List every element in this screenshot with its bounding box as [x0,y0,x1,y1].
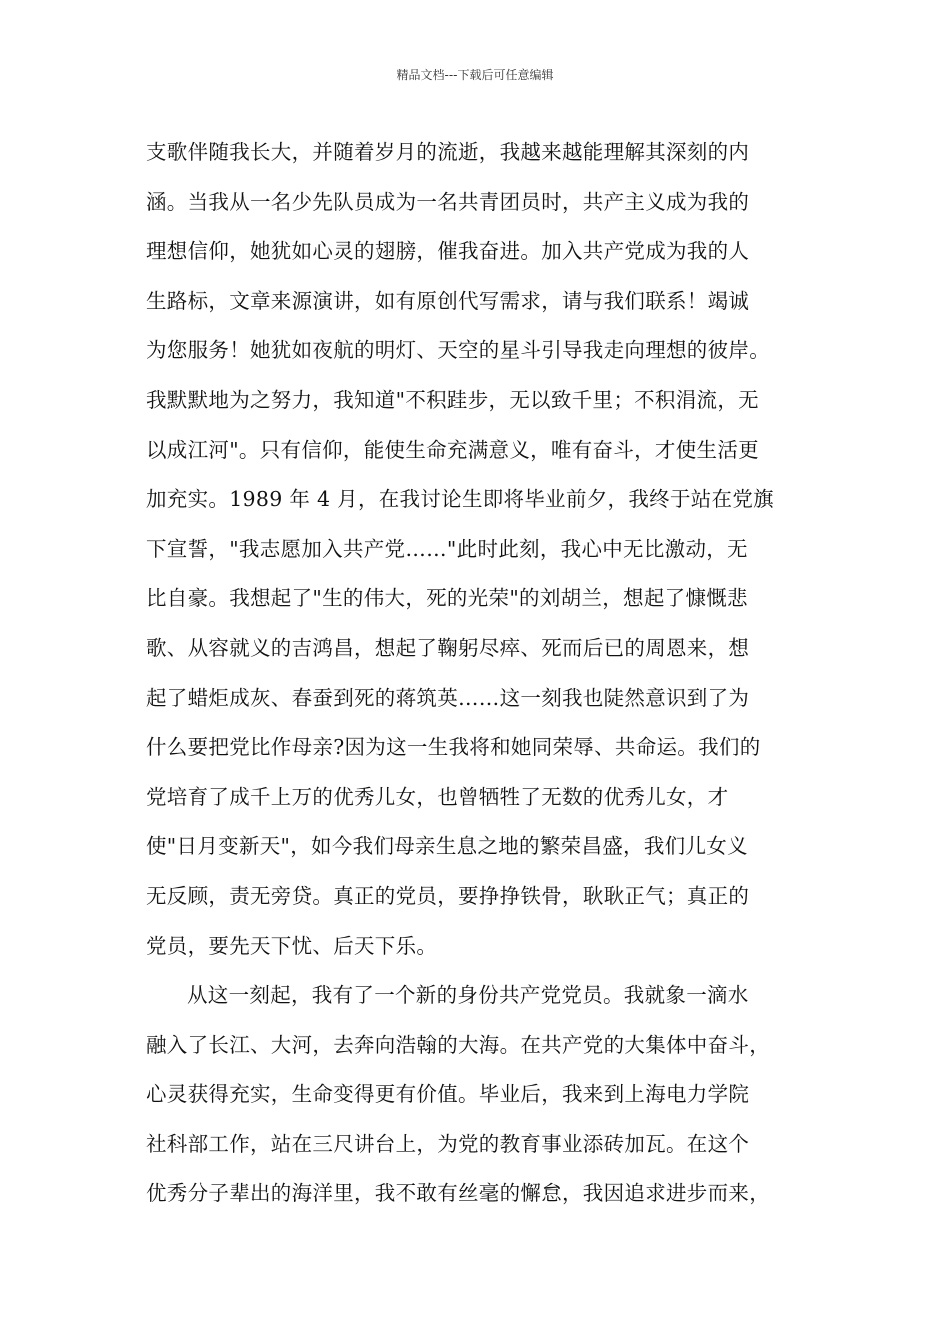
text-line: 理想信仰，她犹如心灵的翅膀，催我奋进。加入共产党成为我的人 [146,239,750,264]
text-line: 以成江河"。只有信仰，能使生命充满意义，唯有奋斗，才使生活更 [146,437,759,462]
text-line: 优秀分子辈出的海洋里，我不敢有丝毫的懈怠，我因追求进步而来， [146,1181,770,1206]
text-line: 支歌伴随我长大，并随着岁月的流逝，我越来越能理解其深刻的内 [146,140,750,164]
text-line: 融入了长江、大河，去奔向浩翰的大海。在共产党的大集体中奋斗， [146,1032,770,1057]
text-line: 什么要把党比作母亲?因为这一生我将和她同荣辱、共命运。我们的 [146,735,761,760]
document-body [146,128,826,1219]
text-line: 生路标，文章来源演讲，如有原创代写需求，请与我们联系！竭诚 [146,288,750,313]
text-line: 党培育了成千上万的优秀儿女，也曾牺牲了无数的优秀儿女，才 [146,784,729,809]
text-line: 使"日月变新天"，如今我们母亲生息之地的繁荣昌盛，我们儿女义 [146,834,748,859]
text-line: 为您服务！她犹如夜航的明灯、天空的星斗引导我走向理想的彼岸。 [146,338,770,363]
text-line: 社科部工作，站在三尺讲台上，为党的教育事业添砖加瓦。在这个 [146,1131,750,1156]
page-header: 精品文档---下载后可任意编辑 [396,68,554,82]
text-line: 起了蜡炬成灰、春蚕到死的蒋筑英……这一刻我也陡然意识到了为 [146,685,750,710]
text-line: 党员，要先天下忧、后天下乐。 [146,933,438,958]
text-line: 下宣誓，"我志愿加入共产党……"此时此刻，我心中无比激动，无 [146,536,748,561]
text-line: 涵。当我从一名少先队员成为一名共青团员时，共产主义成为我的 [146,189,750,214]
text-line: 心灵获得充实，生命变得更有价值。毕业后，我来到上海电力学院 [146,1082,750,1107]
text-line: 我默默地为之努力，我知道"不积跬步，无以致千里；不积涓流，无 [146,387,759,412]
paragraph-start-line: 从这一刻起，我有了一个新的身份共产党党员。我就象一滴水 [187,983,749,1008]
text-line: 加充实。1989 年 4 月，在我讨论生即将毕业前夕，我终于站在党旗 [146,487,774,512]
text-line: 比自豪。我想起了"生的伟大，死的光荣"的刘胡兰，想起了慷慨悲 [146,586,748,611]
text-line: 歌、从容就义的吉鸿昌，想起了鞠躬尽瘁、死而后已的周恩来，想 [146,635,750,660]
text-line: 无反顾，责无旁贷。真正的党员，要挣挣铁骨，耿耿正气；真正的 [146,883,750,908]
